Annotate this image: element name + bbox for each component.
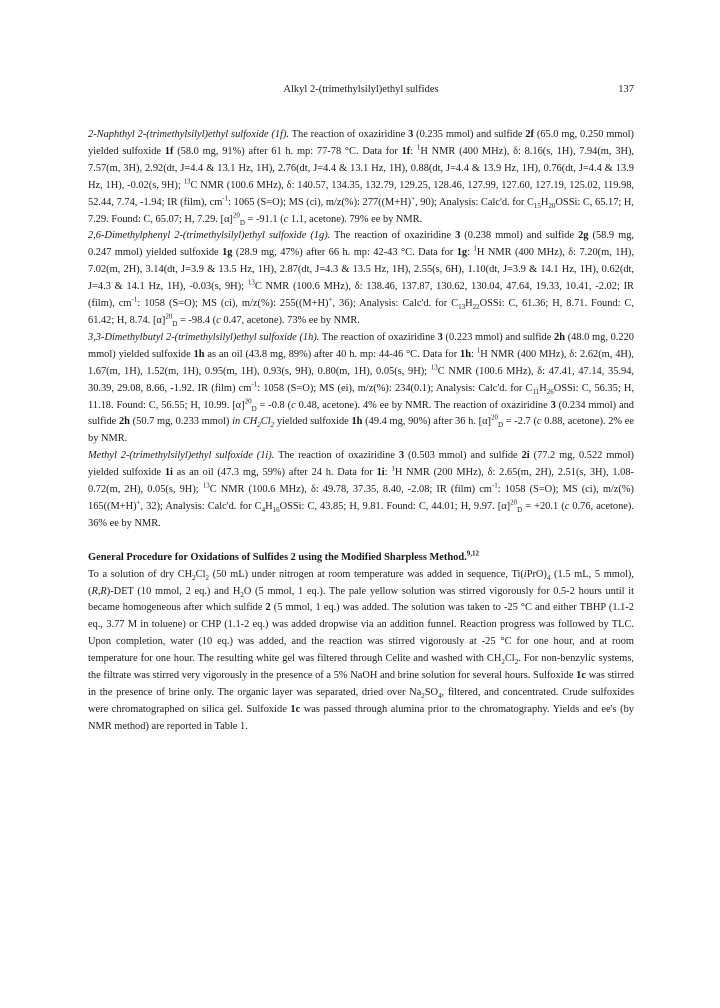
text-run: PrO) <box>526 568 547 580</box>
text-run: (0.235 mmol) and sulfide <box>413 129 526 140</box>
paragraph-compound-1i <box>88 448 634 533</box>
text-run: (0.503 mmol) and sulfide <box>404 450 522 462</box>
compound-name: 2-Naphthyl 2-(trimethylsilyl)ethyl sulfoxide (1f). <box>88 129 290 140</box>
superscript: 20 <box>232 211 240 220</box>
text-run: (65.0 mg, 0.250 mmol) yielded sulfoxide <box>88 129 634 157</box>
text-run: SO <box>424 687 439 698</box>
subscript: 2 <box>257 421 261 430</box>
text-run: (48.0 mg, 0.220 mmol) yielded sulfoxide <box>88 331 634 360</box>
subscript: 11 <box>532 387 540 396</box>
text-run: Cl <box>504 653 515 665</box>
text-run: was stirred in the presence of brine only. The organic layer was separated, dried over Na <box>88 670 634 698</box>
italic-text: c <box>564 500 570 512</box>
text-run: The reaction of oxaziridine <box>330 230 456 242</box>
text-run: , 90); Analysis: Calc'd. for C <box>415 196 534 208</box>
subscript: 2 <box>205 573 209 582</box>
subscript: 20 <box>548 201 556 210</box>
compound-number: 2f <box>525 129 534 140</box>
italic-text: R,R <box>91 585 107 597</box>
text-run: C NMR (100.6 MHz), δ: 47.41, 47.14, 35.94, 30.39, 29.08, 8.66, -1.92. IR (film) cm <box>88 365 634 394</box>
text-run: OSSi: C, 61.36; H, 8.71. Found: C, 61.42; H, 8.74. [α] <box>88 298 634 326</box>
text-run: yielded sulfoxide <box>274 416 352 428</box>
superscript: + <box>328 295 333 304</box>
compound-number: 1f <box>401 145 411 157</box>
compound-number: 1g <box>456 247 468 259</box>
subscript: D <box>251 404 257 413</box>
compound-number: 1f <box>164 145 174 157</box>
running-title: Alkyl 2-(trimethylsilyl)ethyl sulfides <box>283 84 439 95</box>
text-run: . For non-benzylic systems, the filtrate was stirred very vigorously in the presence of a 5% NaOH and brine solution for several hours. Sulfoxide <box>88 653 634 682</box>
text-run: , filtered, and concentrated. Crude sulfoxides were chromatographed on silica gel. Sulfoxide <box>88 687 635 715</box>
subscript: 2 <box>421 692 425 701</box>
heading-text: General Procedure for Oxidations of Sulfides 2 using the Modified Sharpless Method. <box>88 551 467 563</box>
page-number: 137 <box>618 84 634 95</box>
text-run: To a solution of dry CH <box>88 568 193 580</box>
text-run: (0.238 mmol) and sulfide <box>460 230 579 242</box>
text-run: : <box>384 467 392 479</box>
italic-text: i <box>523 568 527 580</box>
compound-number: 3 <box>455 230 461 242</box>
text-run: 0.48, acetone). 4% ee by NMR. The reaction of oxaziridine <box>295 399 551 411</box>
subscript: D <box>497 421 504 430</box>
text-run: : 1065 (S=O); MS (ci), m/z(%): 277((M+H) <box>228 196 412 208</box>
compound-name: 3,3-Dimethylbutyl 2-(trimethylsilyl)ethyl sulfoxide (1h). <box>88 331 320 343</box>
subscript: 15 <box>533 201 541 210</box>
compound-number: 1i <box>376 467 385 479</box>
text-run: C NMR (100.6 MHz), δ: 49.78, 37.35, 8.40, -2.08; IR (film) cm <box>209 484 492 496</box>
text-run: H <box>540 196 549 208</box>
superscript: 20 <box>165 312 173 321</box>
italic-text: in CH <box>232 416 258 428</box>
text-run: : 1058 (S=O); MS (ci), m/z(%) 165((M+H) <box>88 484 634 512</box>
superscript: 13 <box>247 278 255 287</box>
text-run: 0.47, acetone). 73% ee by NMR. <box>220 314 360 326</box>
superscript: 1 <box>476 346 481 355</box>
italic-text: Cl <box>260 416 271 428</box>
text-run: (5 mmol, 1 eq.) was added. The solution was taken to -25 °C and either TBHP (1.1-2 eq., 3.77 M in toluene) or CHP (1.1-2 eq.) was added dropwise via an addition funnel. Reaction progress was followed by TLC. Upon completion, water (10 eq.) was added, and the reaction was stirred vigorously at -25 °C for one hour, and at room temperature for one hour. The resulting white gel was filtered through Celite and washed with CH <box>88 602 634 665</box>
superscript: 20 <box>490 413 498 422</box>
compound-number: 1c <box>576 670 586 682</box>
text-run: H NMR (400 MHz), δ: 7.20(m, 1H), 7.02(m, 2H), 3.14(dt, J=3.9 & 13.5 Hz, 1H), 2.87(dt, J=4.3 & 13.5 Hz, 1H), 2.55(s, 6H), 1.10(dt, J=3.9 & 14.1 Hz, 1H), 0.62(dt, J=4.3 & 14.1 Hz, 1H), -0.03(s, 9H); <box>88 247 634 293</box>
text-run: as an oil (43.8 mg, 89%) after 40 h. mp: 44-46 °C. Data for <box>204 348 461 360</box>
superscript: -1 <box>222 194 229 203</box>
italic-text: c <box>536 416 542 428</box>
superscript: 1 <box>473 244 477 253</box>
compound-name: Methyl 2-(trimethylsilyl)ethyl sulfoxide (1i). <box>88 450 275 462</box>
text-run: : <box>467 247 474 259</box>
text-run: H NMR (400 MHz), δ: 8.16(s, 1H), 7.94(m, 3H), 7.57(m, 3H), 2.92(dt, J=4.4 & 13.1 Hz, 1H), 2.76(dt, J=4.4 & 13.1 Hz, 1H), 0.88(dt, J=4.4 & 13.9 Hz, 1H), 0.76(dt, J=4.4 & 13.9 Hz, 1H), -0.02(s, 9H); <box>88 145 635 191</box>
superscript: 20 <box>510 498 518 507</box>
subscript: D <box>517 506 523 515</box>
compound-number: 1h <box>460 348 472 360</box>
text-run: H <box>539 382 547 394</box>
paragraph-compound-1f <box>88 127 634 228</box>
compound-number: 3 <box>408 129 414 140</box>
paragraph-compound-1h <box>88 330 634 448</box>
text-run: Cl <box>195 568 206 580</box>
superscript: -1 <box>251 380 258 389</box>
compound-number: 2g <box>578 230 589 242</box>
text-run: (50 mL) under nitrogen at room temperature was added in sequence, Ti( <box>208 568 524 580</box>
text-run: C NMR (100.6 MHz), δ: 138.46, 137.87, 130.62, 130.04, 47.64, 19.33, 10.41, -2.02; IR (film), cm <box>88 281 634 310</box>
experimental-text <box>88 127 634 736</box>
compound-name: 2,6-Dimethylphenyl 2-(trimethylsilyl)ethyl sulfoxide (1g). <box>88 230 331 242</box>
italic-text: c <box>216 314 221 326</box>
compound-number: 2h <box>118 416 130 428</box>
text-run: (49.4 mg, 90%) after 36 h. [α] <box>362 416 491 428</box>
text-run: (1.5 mL, 5 mmol), ( <box>88 568 634 597</box>
superscript: 13 <box>430 363 438 372</box>
text-run: (0.223 mmol) and sulfide <box>442 331 555 343</box>
superscript: + <box>136 498 141 507</box>
superscript: 13 <box>183 177 191 186</box>
compound-number: 1h <box>193 348 205 360</box>
subscript: D <box>239 218 245 227</box>
reference-superscript: 9,12 <box>466 549 479 558</box>
text-run: The reaction of oxaziridine <box>319 331 438 343</box>
subscript: D <box>172 320 178 329</box>
text-run: )-DET (10 mmol, 2 eq.) and H <box>106 585 241 597</box>
superscript: -1 <box>131 295 138 304</box>
text-run: = -2.7 ( <box>503 416 537 428</box>
text-run: (77.2 mg, 0.522 mmol) yielded sulfoxide <box>88 450 635 479</box>
text-run: 0.88, acetone). 2% ee by NMR. <box>88 416 634 445</box>
subscript: 13 <box>458 303 466 312</box>
compound-number: 2 <box>265 602 271 614</box>
text-run: = +20.1 ( <box>522 500 565 512</box>
text-run: (0.234 mmol) and sulfide <box>88 399 635 428</box>
compound-number: 1g <box>222 247 233 259</box>
subscript: 4 <box>546 573 551 582</box>
superscript: 20 <box>244 397 252 406</box>
italic-text: c <box>283 213 289 225</box>
compound-number: 1i <box>164 467 173 479</box>
subscript: 4 <box>438 692 442 701</box>
text-run: O (5 mmol, 1 eq.). The pale yellow solution was stirred vigorously for 0.5-2 hours until it became homogeneous after which sulfide <box>88 585 634 614</box>
text-run: , 36); Analysis: Calc'd. for C <box>332 298 459 310</box>
text-run: OSSi: C, 43.85; H, 9.81. Found: C, 44.01; H, 9.97. [α] <box>279 500 511 512</box>
paragraph-general-procedure <box>88 567 634 736</box>
subscript: 2 <box>270 421 275 430</box>
text-run: : <box>410 145 417 157</box>
text-run: C NMR (100.6 MHz), δ: 140.57, 134.35, 132.79, 129.25, 128.46, 127.99, 127.60, 127.19, 125.02, 119.98, 52.44, 7.74, -1.94; IR (film), cm <box>88 179 634 208</box>
compound-number: 2i <box>521 450 530 462</box>
italic-text: c <box>291 399 296 411</box>
subscript: 22 <box>472 303 480 312</box>
compound-number: 1h <box>351 416 363 428</box>
subscript: 2 <box>240 590 244 599</box>
compound-number: 2h <box>554 331 566 343</box>
text-run: (58.0 mg, 91%) after 61 h. mp: 77-78 °C. Data for <box>173 145 402 157</box>
subscript: 26 <box>546 387 554 396</box>
text-run: : 1058 (S=O); MS (ei), m/z(%): 234(0.1); Analysis: Calc'd. for C <box>257 382 533 394</box>
text-run: OSSi: C, 56.35; H, 11.18. Found: C, 56.55; H, 10.99. [α] <box>88 382 634 411</box>
subscript: 2 <box>501 658 505 667</box>
text-run: OSSi: C, 65.17; H, 7.29. Found: C, 65.07; H, 7.29. [α] <box>88 196 634 225</box>
text-run: = -98.4 ( <box>177 314 217 326</box>
text-run: The reaction of oxaziridine <box>274 450 399 462</box>
text-run: as an oil (47.3 mg, 59%) after 24 h. Data for <box>172 467 377 479</box>
text-run: 1.1, acetone). 79% ee by NMR. <box>288 213 423 225</box>
text-run: was passed through alumina prior to the chromatography. Yields and ee's (by NMR method) are reported in Table 1. <box>88 703 634 732</box>
text-run: The reaction of oxaziridine <box>289 129 409 140</box>
text-run: H NMR (200 MHz), δ: 2.65(m, 2H), 2.51(s, 3H), 1.08-0.72(m, 2H), 0.05(s, 9H); <box>88 467 634 496</box>
subscript: 2 <box>192 573 196 582</box>
subscript: 16 <box>272 506 280 515</box>
superscript: 1 <box>391 464 395 473</box>
text-run: 0.76, acetone). 36% ee by NMR. <box>88 500 634 529</box>
running-head <box>88 84 634 100</box>
section-heading <box>88 550 634 567</box>
text-run: = -91.1 ( <box>244 213 284 225</box>
text-run: H NMR (400 MHz), δ: 2.62(m, 4H), 1.67(m, 1H), 1.52(m, 1H), 0.95(m, 1H), 0.93(s, 9H), 0.80(m, 1H), 0.05(s, 9H); <box>88 348 634 377</box>
superscript: -1 <box>491 481 498 490</box>
text-run: H <box>265 500 273 512</box>
superscript: 13 <box>202 481 210 490</box>
superscript: 1 <box>416 143 421 152</box>
paragraph-compound-1g <box>88 228 634 329</box>
text-run: (50.7 mg, 0.233 mmol) <box>129 416 233 428</box>
text-run: (58.9 mg, 0.247 mmol) yielded sulfoxide <box>88 230 634 259</box>
compound-number: 3 <box>398 450 405 462</box>
text-run: : <box>471 348 477 360</box>
compound-number: 1c <box>290 703 301 715</box>
text-run: (28.9 mg, 47%) after 66 h. mp: 42-43 °C. Data for <box>232 247 457 259</box>
compound-number: 3 <box>550 399 556 411</box>
text-run: H <box>465 298 473 310</box>
text-run: , 32); Analysis: Calc'd. for C <box>140 500 262 512</box>
text-run: : 1058 (S=O); MS (ci), m/z(%): 255((M+H) <box>137 298 329 310</box>
text-run: = -0.8 ( <box>256 399 292 411</box>
compound-number: 3 <box>437 331 443 343</box>
superscript: + <box>411 194 416 203</box>
subscript: 4 <box>261 506 266 515</box>
subscript: 2 <box>514 658 519 667</box>
